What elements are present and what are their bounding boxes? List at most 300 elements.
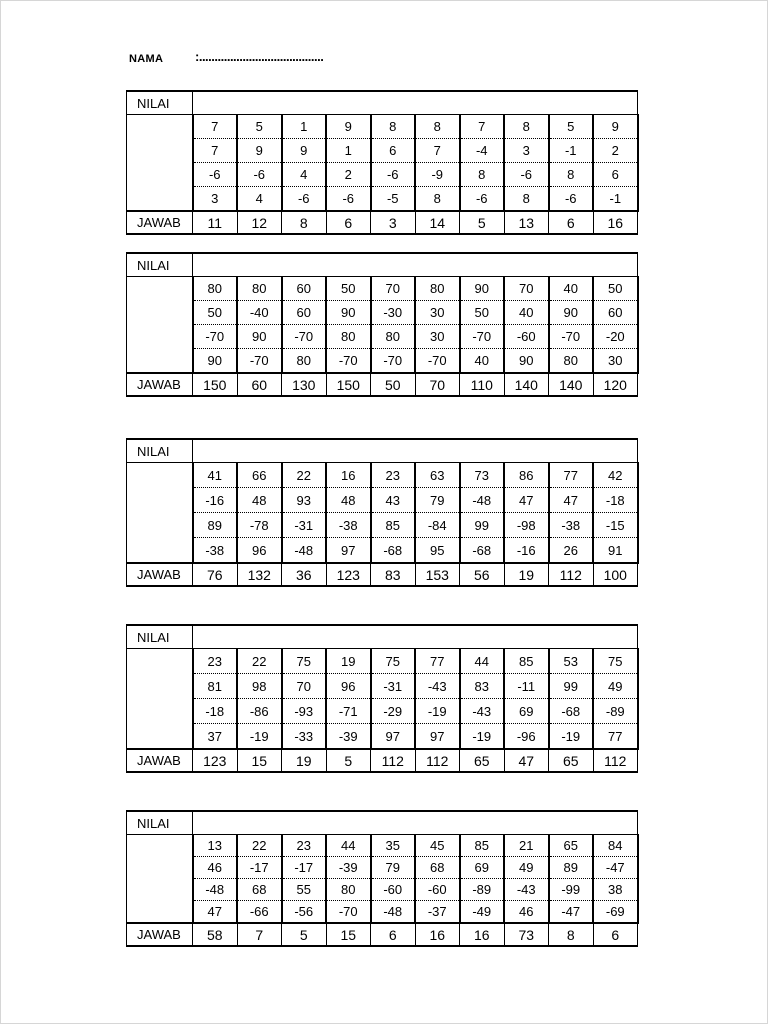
answer-cell[interactable]: 123 xyxy=(193,749,238,772)
number-cell: -39 xyxy=(326,724,371,750)
answer-cell[interactable]: 65 xyxy=(460,749,505,772)
row-label-blank xyxy=(127,463,193,564)
number-cell: 48 xyxy=(237,488,282,513)
number-cell: 80 xyxy=(326,325,371,349)
number-cell: 99 xyxy=(549,674,594,699)
number-cell: 47 xyxy=(193,901,238,924)
answer-row xyxy=(127,211,638,234)
answer-cell[interactable]: 5 xyxy=(460,211,505,234)
number-row xyxy=(127,163,638,187)
number-cell: 89 xyxy=(549,857,594,879)
score-row xyxy=(127,439,638,463)
number-cell: -1 xyxy=(593,187,638,212)
score-label: NILAI xyxy=(127,811,193,835)
number-cell: 95 xyxy=(415,538,460,564)
number-cell: 40 xyxy=(504,301,549,325)
answer-cell[interactable]: 16 xyxy=(415,923,460,946)
number-cell: 90 xyxy=(504,349,549,374)
number-cell: -19 xyxy=(549,724,594,750)
number-cell: 90 xyxy=(326,301,371,325)
answer-cell[interactable]: 83 xyxy=(371,563,416,586)
number-cell: 70 xyxy=(504,277,549,301)
answer-cell[interactable]: 19 xyxy=(282,749,327,772)
number-cell: -89 xyxy=(593,699,638,724)
answer-cell[interactable]: 120 xyxy=(593,373,638,396)
number-cell: -70 xyxy=(326,901,371,924)
number-cell: -6 xyxy=(193,163,238,187)
answer-label: JAWAB xyxy=(127,373,193,396)
number-cell: 80 xyxy=(415,277,460,301)
number-row xyxy=(127,301,638,325)
number-cell: 50 xyxy=(326,277,371,301)
number-cell: 99 xyxy=(460,513,505,538)
number-cell: -15 xyxy=(593,513,638,538)
answer-cell[interactable]: 112 xyxy=(549,563,594,586)
answer-cell[interactable]: 6 xyxy=(549,211,594,234)
number-row xyxy=(127,901,638,924)
number-row xyxy=(127,115,638,139)
number-cell: 13 xyxy=(193,835,238,857)
number-cell: 4 xyxy=(237,187,282,212)
number-cell: 8 xyxy=(415,187,460,212)
number-cell: 8 xyxy=(415,115,460,139)
row-label-blank xyxy=(127,835,193,924)
number-cell: 30 xyxy=(415,301,460,325)
number-cell: -33 xyxy=(282,724,327,750)
number-cell: 2 xyxy=(593,139,638,163)
number-cell: -48 xyxy=(371,901,416,924)
number-cell: 90 xyxy=(237,325,282,349)
number-cell: -6 xyxy=(549,187,594,212)
number-cell: 42 xyxy=(593,463,638,488)
number-cell: 30 xyxy=(415,325,460,349)
number-cell: 22 xyxy=(237,649,282,674)
number-cell: 81 xyxy=(193,674,238,699)
number-cell: 4 xyxy=(282,163,327,187)
number-cell: 77 xyxy=(415,649,460,674)
number-cell: 22 xyxy=(237,835,282,857)
number-cell: -68 xyxy=(549,699,594,724)
number-cell: -6 xyxy=(504,163,549,187)
number-cell: -20 xyxy=(593,325,638,349)
number-cell: 40 xyxy=(549,277,594,301)
number-cell: 19 xyxy=(326,649,371,674)
number-cell: 38 xyxy=(593,879,638,901)
number-cell: 90 xyxy=(549,301,594,325)
number-cell: 1 xyxy=(326,139,371,163)
number-row xyxy=(127,463,638,488)
row-label-blank xyxy=(127,649,193,750)
number-cell: 79 xyxy=(371,857,416,879)
answer-cell[interactable]: 16 xyxy=(460,923,505,946)
number-row xyxy=(127,879,638,901)
number-cell: 23 xyxy=(193,649,238,674)
number-cell: 47 xyxy=(504,488,549,513)
number-cell: 97 xyxy=(326,538,371,564)
number-cell: 75 xyxy=(371,649,416,674)
answer-cell[interactable]: 112 xyxy=(371,749,416,772)
number-cell: 9 xyxy=(593,115,638,139)
answer-label: JAWAB xyxy=(127,923,193,946)
exercise-table xyxy=(126,624,639,773)
number-cell: -43 xyxy=(415,674,460,699)
number-cell: 69 xyxy=(460,857,505,879)
number-cell: -70 xyxy=(237,349,282,374)
answer-cell[interactable]: 140 xyxy=(549,373,594,396)
answer-cell[interactable]: 112 xyxy=(593,749,638,772)
number-cell: 63 xyxy=(415,463,460,488)
number-cell: -30 xyxy=(371,301,416,325)
number-row xyxy=(127,139,638,163)
exercise-block xyxy=(126,810,637,947)
number-cell: 60 xyxy=(593,301,638,325)
number-cell: 8 xyxy=(504,115,549,139)
answer-cell[interactable]: 140 xyxy=(504,373,549,396)
answer-cell[interactable]: 130 xyxy=(282,373,327,396)
number-cell: -70 xyxy=(460,325,505,349)
number-cell: 50 xyxy=(460,301,505,325)
number-cell: -89 xyxy=(460,879,505,901)
number-cell: 16 xyxy=(326,463,371,488)
number-cell: -6 xyxy=(371,163,416,187)
answer-cell[interactable]: 73 xyxy=(504,923,549,946)
number-row xyxy=(127,857,638,879)
number-cell: 66 xyxy=(237,463,282,488)
answer-cell[interactable]: 47 xyxy=(504,749,549,772)
number-cell: 89 xyxy=(193,513,238,538)
number-cell: -86 xyxy=(237,699,282,724)
number-cell: 37 xyxy=(193,724,238,750)
number-cell: 43 xyxy=(371,488,416,513)
number-cell: -38 xyxy=(549,513,594,538)
number-cell: -38 xyxy=(326,513,371,538)
score-row xyxy=(127,625,638,649)
number-cell: 90 xyxy=(460,277,505,301)
answer-cell[interactable]: 65 xyxy=(549,749,594,772)
number-cell: 7 xyxy=(415,139,460,163)
number-cell: -11 xyxy=(504,674,549,699)
answer-cell[interactable]: 16 xyxy=(593,211,638,234)
answer-cell[interactable]: 70 xyxy=(415,373,460,396)
number-cell: 77 xyxy=(593,724,638,750)
answer-cell[interactable]: 110 xyxy=(460,373,505,396)
number-cell: 80 xyxy=(193,277,238,301)
answer-cell[interactable]: 8 xyxy=(282,211,327,234)
number-cell: -4 xyxy=(460,139,505,163)
number-cell: -38 xyxy=(193,538,238,564)
answer-label: JAWAB xyxy=(127,749,193,772)
answer-row xyxy=(127,923,638,946)
number-cell: 53 xyxy=(549,649,594,674)
number-cell: -66 xyxy=(237,901,282,924)
number-cell: 46 xyxy=(193,857,238,879)
answer-cell[interactable]: 150 xyxy=(193,373,238,396)
answer-cell[interactable]: 3 xyxy=(371,211,416,234)
number-cell: 90 xyxy=(193,349,238,374)
answer-cell[interactable]: 13 xyxy=(504,211,549,234)
number-cell: -16 xyxy=(504,538,549,564)
number-row xyxy=(127,674,638,699)
answer-cell[interactable]: 6 xyxy=(593,923,638,946)
number-cell: -56 xyxy=(282,901,327,924)
number-cell: -39 xyxy=(326,857,371,879)
name-fill-line[interactable]: :........................................ xyxy=(195,49,324,64)
exercise-block xyxy=(126,90,637,235)
number-cell: 69 xyxy=(504,699,549,724)
answer-cell[interactable]: 60 xyxy=(237,373,282,396)
number-cell: -48 xyxy=(193,879,238,901)
number-cell: 49 xyxy=(593,674,638,699)
number-cell: 5 xyxy=(237,115,282,139)
number-row xyxy=(127,488,638,513)
number-cell: 68 xyxy=(415,857,460,879)
number-cell: -78 xyxy=(237,513,282,538)
answer-cell[interactable]: 100 xyxy=(593,563,638,586)
number-cell: 77 xyxy=(549,463,594,488)
number-cell: -9 xyxy=(415,163,460,187)
number-cell: -93 xyxy=(282,699,327,724)
number-cell: -60 xyxy=(504,325,549,349)
number-cell: 2 xyxy=(326,163,371,187)
number-cell: 85 xyxy=(371,513,416,538)
number-cell: 60 xyxy=(282,277,327,301)
answer-cell[interactable]: 58 xyxy=(193,923,238,946)
number-cell: 47 xyxy=(549,488,594,513)
number-cell: 60 xyxy=(282,301,327,325)
number-cell: 7 xyxy=(193,115,238,139)
number-cell: -48 xyxy=(460,488,505,513)
exercise-table xyxy=(126,90,639,235)
answer-cell[interactable]: 123 xyxy=(326,563,371,586)
answer-cell[interactable]: 15 xyxy=(326,923,371,946)
number-cell: -31 xyxy=(282,513,327,538)
number-cell: 97 xyxy=(371,724,416,750)
score-field[interactable] xyxy=(193,439,638,463)
number-cell: 70 xyxy=(371,277,416,301)
number-cell: 40 xyxy=(460,349,505,374)
number-cell: 96 xyxy=(237,538,282,564)
score-field[interactable] xyxy=(193,253,638,277)
number-cell: 6 xyxy=(371,139,416,163)
number-cell: -96 xyxy=(504,724,549,750)
answer-cell[interactable]: 36 xyxy=(282,563,327,586)
number-cell: 45 xyxy=(415,835,460,857)
number-row xyxy=(127,538,638,564)
answer-row xyxy=(127,563,638,586)
number-row xyxy=(127,513,638,538)
answer-cell[interactable]: 8 xyxy=(549,923,594,946)
number-cell: 79 xyxy=(415,488,460,513)
answer-cell[interactable]: 14 xyxy=(415,211,460,234)
number-cell: -17 xyxy=(282,857,327,879)
score-field[interactable] xyxy=(193,811,638,835)
number-cell: 98 xyxy=(237,674,282,699)
number-cell: 5 xyxy=(549,115,594,139)
number-cell: 75 xyxy=(282,649,327,674)
number-cell: -19 xyxy=(415,699,460,724)
number-cell: -18 xyxy=(593,488,638,513)
number-cell: 84 xyxy=(593,835,638,857)
number-cell: 55 xyxy=(282,879,327,901)
answer-cell[interactable]: 153 xyxy=(415,563,460,586)
number-cell: 6 xyxy=(593,163,638,187)
number-cell: 91 xyxy=(593,538,638,564)
number-cell: 30 xyxy=(593,349,638,374)
exercise-block xyxy=(126,438,637,587)
number-row xyxy=(127,277,638,301)
number-cell: 73 xyxy=(460,463,505,488)
score-field[interactable] xyxy=(193,91,638,115)
number-cell: -43 xyxy=(504,879,549,901)
number-cell: 9 xyxy=(326,115,371,139)
score-field[interactable] xyxy=(193,625,638,649)
number-cell: 70 xyxy=(282,674,327,699)
exercise-block xyxy=(126,624,637,773)
number-cell: -60 xyxy=(415,879,460,901)
score-label: NILAI xyxy=(127,91,193,115)
row-label-blank xyxy=(127,115,193,212)
number-cell: 22 xyxy=(282,463,327,488)
number-cell: -6 xyxy=(460,187,505,212)
answer-cell[interactable]: 112 xyxy=(415,749,460,772)
number-row xyxy=(127,349,638,374)
number-cell: -70 xyxy=(326,349,371,374)
answer-row xyxy=(127,749,638,772)
number-cell: -19 xyxy=(237,724,282,750)
number-cell: 86 xyxy=(504,463,549,488)
score-label: NILAI xyxy=(127,253,193,277)
number-cell: -71 xyxy=(326,699,371,724)
number-cell: -70 xyxy=(193,325,238,349)
number-cell: -5 xyxy=(371,187,416,212)
number-row xyxy=(127,325,638,349)
answer-cell[interactable]: 132 xyxy=(237,563,282,586)
number-cell: 44 xyxy=(326,835,371,857)
number-cell: 44 xyxy=(460,649,505,674)
number-cell: -47 xyxy=(593,857,638,879)
exercise-block xyxy=(126,252,637,397)
number-cell: -68 xyxy=(460,538,505,564)
number-cell: -6 xyxy=(237,163,282,187)
number-cell: -70 xyxy=(282,325,327,349)
number-cell: -31 xyxy=(371,674,416,699)
number-row xyxy=(127,187,638,212)
number-cell: 35 xyxy=(371,835,416,857)
number-cell: 1 xyxy=(282,115,327,139)
answer-cell[interactable]: 56 xyxy=(460,563,505,586)
number-cell: 80 xyxy=(237,277,282,301)
number-cell: 80 xyxy=(371,325,416,349)
answer-label: JAWAB xyxy=(127,211,193,234)
exercise-table xyxy=(126,252,639,397)
number-cell: 3 xyxy=(193,187,238,212)
number-cell: 26 xyxy=(549,538,594,564)
number-cell: 8 xyxy=(460,163,505,187)
number-cell: 23 xyxy=(371,463,416,488)
number-cell: 21 xyxy=(504,835,549,857)
number-cell: -18 xyxy=(193,699,238,724)
number-cell: -70 xyxy=(415,349,460,374)
number-cell: 83 xyxy=(460,674,505,699)
number-cell: 93 xyxy=(282,488,327,513)
number-cell: 75 xyxy=(593,649,638,674)
number-cell: 80 xyxy=(282,349,327,374)
number-cell: 85 xyxy=(460,835,505,857)
number-cell: 50 xyxy=(193,301,238,325)
number-cell: -70 xyxy=(371,349,416,374)
number-cell: 50 xyxy=(593,277,638,301)
answer-cell[interactable]: 5 xyxy=(282,923,327,946)
answer-cell[interactable]: 7 xyxy=(237,923,282,946)
number-cell: -6 xyxy=(282,187,327,212)
number-cell: 8 xyxy=(371,115,416,139)
score-label: NILAI xyxy=(127,439,193,463)
name-label: NAMA xyxy=(129,53,164,65)
answer-cell[interactable]: 50 xyxy=(371,373,416,396)
exercise-table xyxy=(126,438,639,587)
number-cell: -60 xyxy=(371,879,416,901)
number-cell: -48 xyxy=(282,538,327,564)
score-row xyxy=(127,91,638,115)
number-cell: 85 xyxy=(504,649,549,674)
number-cell: -16 xyxy=(193,488,238,513)
number-cell: -68 xyxy=(371,538,416,564)
answer-cell[interactable]: 150 xyxy=(326,373,371,396)
number-cell: -69 xyxy=(593,901,638,924)
number-cell: -29 xyxy=(371,699,416,724)
number-cell: 23 xyxy=(282,835,327,857)
number-cell: 80 xyxy=(326,879,371,901)
number-cell: 46 xyxy=(504,901,549,924)
number-cell: -37 xyxy=(415,901,460,924)
number-cell: 97 xyxy=(415,724,460,750)
number-cell: 65 xyxy=(549,835,594,857)
number-row xyxy=(127,699,638,724)
score-row xyxy=(127,811,638,835)
number-cell: 9 xyxy=(237,139,282,163)
number-cell: 7 xyxy=(460,115,505,139)
answer-cell[interactable]: 6 xyxy=(371,923,416,946)
answer-cell[interactable]: 15 xyxy=(237,749,282,772)
answer-cell[interactable]: 11 xyxy=(193,211,238,234)
number-cell: -84 xyxy=(415,513,460,538)
number-row xyxy=(127,649,638,674)
number-cell: -47 xyxy=(549,901,594,924)
number-cell: -98 xyxy=(504,513,549,538)
number-cell: 8 xyxy=(549,163,594,187)
answer-cell[interactable]: 5 xyxy=(326,749,371,772)
answer-cell[interactable]: 76 xyxy=(193,563,238,586)
number-row xyxy=(127,724,638,750)
number-cell: 68 xyxy=(237,879,282,901)
number-cell: -19 xyxy=(460,724,505,750)
number-cell: 49 xyxy=(504,857,549,879)
answer-label: JAWAB xyxy=(127,563,193,586)
answer-cell[interactable]: 12 xyxy=(237,211,282,234)
number-cell: 41 xyxy=(193,463,238,488)
number-cell: -6 xyxy=(326,187,371,212)
answer-cell[interactable]: 6 xyxy=(326,211,371,234)
answer-cell[interactable]: 19 xyxy=(504,563,549,586)
number-cell: -40 xyxy=(237,301,282,325)
number-cell: 9 xyxy=(282,139,327,163)
number-row xyxy=(127,835,638,857)
number-cell: -99 xyxy=(549,879,594,901)
score-label: NILAI xyxy=(127,625,193,649)
answer-row xyxy=(127,373,638,396)
number-cell: -1 xyxy=(549,139,594,163)
row-label-blank xyxy=(127,277,193,374)
